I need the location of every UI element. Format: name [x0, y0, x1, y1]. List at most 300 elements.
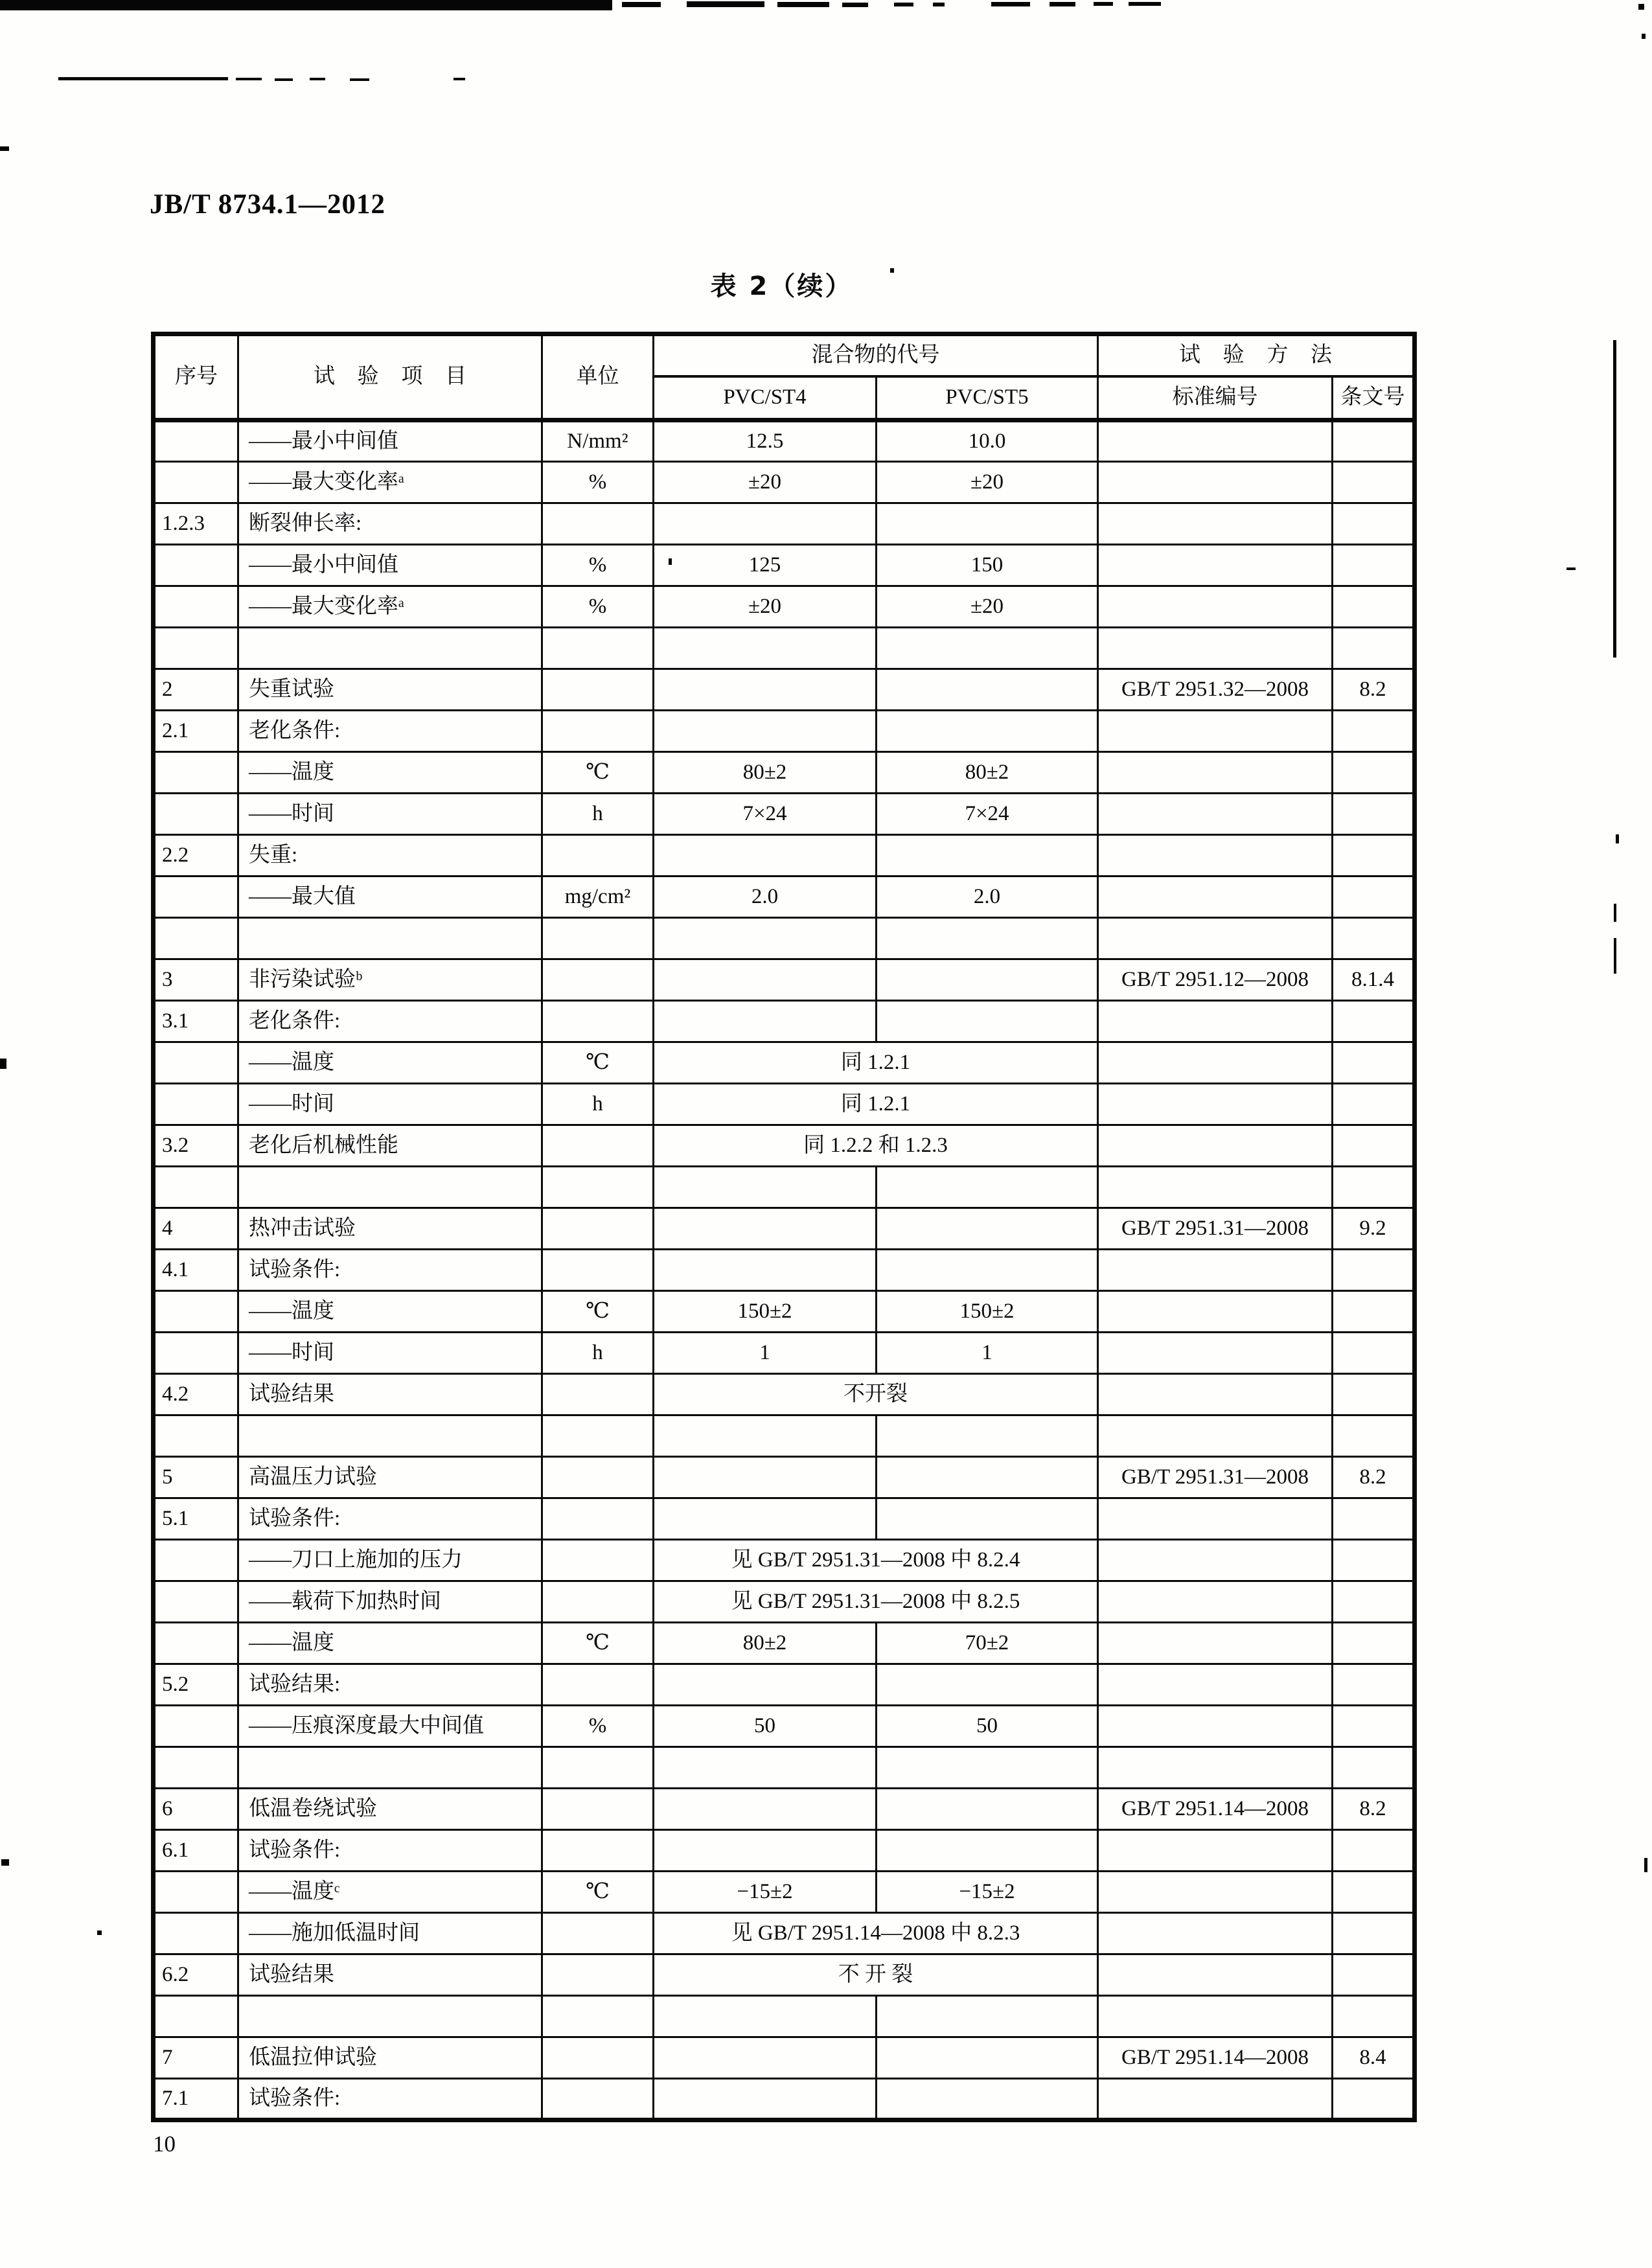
cell-st5: [877, 1250, 1098, 1291]
cell-item: 高温压力试验: [238, 1457, 542, 1498]
table-row: [154, 1001, 1415, 1042]
scan-noise: [777, 2, 829, 7]
cell-st4: [654, 1996, 877, 2037]
table-row: [154, 1954, 1415, 1996]
cell-span-value: 不开裂: [654, 1374, 1098, 1415]
cell-unit: [542, 1830, 654, 1872]
cell-clause: [1333, 835, 1415, 876]
cell-std: [1098, 1125, 1333, 1167]
cell-clause: [1333, 1167, 1415, 1208]
cell-st5: [877, 918, 1098, 959]
table-row: [154, 1457, 1415, 1498]
table-row: [154, 835, 1415, 876]
cell-st4: 2.0: [654, 876, 877, 918]
table-row: [154, 1913, 1415, 1954]
cell-no: [154, 1291, 238, 1333]
table-row: [154, 1498, 1415, 1540]
cell-no: [154, 1167, 238, 1208]
cell-clause: [1333, 1125, 1415, 1167]
cell-item: 失重试验: [238, 669, 542, 711]
cell-no: 3: [154, 959, 238, 1001]
cell-st5: [877, 1208, 1098, 1250]
table-body: [154, 420, 1415, 2120]
cell-st5: [877, 503, 1098, 545]
cell-clause: [1333, 1498, 1415, 1540]
cell-st4: 50: [654, 1706, 877, 1747]
cell-clause: [1333, 1042, 1415, 1084]
table-row: [154, 794, 1415, 835]
cell-st4: [654, 1747, 877, 1789]
cell-std: [1098, 1167, 1333, 1208]
cell-st5: [877, 959, 1098, 1001]
scan-noise: [97, 1930, 102, 1935]
cell-item: [238, 1747, 542, 1789]
cell-item: ——时间: [238, 1084, 542, 1125]
col-header-no: 序号: [154, 334, 238, 420]
table-header: [154, 334, 1415, 420]
cell-st4: [654, 835, 877, 876]
cell-std: [1098, 1954, 1333, 1996]
cell-item: 试验结果:: [238, 1664, 542, 1706]
scan-noise: [1094, 2, 1113, 6]
cell-clause: [1333, 1996, 1415, 2037]
cell-st5: [877, 1415, 1098, 1457]
cell-unit: [542, 1125, 654, 1167]
cell-st4: −15±2: [654, 1872, 877, 1913]
cell-no: 7: [154, 2037, 238, 2079]
cell-std: [1098, 1498, 1333, 1540]
cell-clause: [1333, 503, 1415, 545]
cell-st5: 80±2: [877, 752, 1098, 794]
cell-no: [154, 1747, 238, 1789]
cell-std: GB/T 2951.12—2008: [1098, 959, 1333, 1001]
cell-st5: [877, 1167, 1098, 1208]
cell-st4: [654, 1001, 877, 1042]
cell-span-value: 同 1.2.2 和 1.2.3: [654, 1125, 1098, 1167]
cell-unit: [542, 1581, 654, 1623]
cell-st4: 12.5: [654, 420, 877, 462]
test-requirements-table: [151, 332, 1417, 2122]
cell-unit: mg/cm²: [542, 876, 654, 918]
col-header-unit: 单位: [542, 334, 654, 420]
cell-st5: ±20: [877, 586, 1098, 628]
scan-noise: [1638, 4, 1644, 10]
scan-noise: [1614, 904, 1616, 922]
cell-unit: [542, 1374, 654, 1415]
scan-noise: [1566, 567, 1576, 570]
scan-noise: [622, 2, 661, 7]
cell-item: [238, 628, 542, 669]
cell-st5: [877, 835, 1098, 876]
cell-clause: [1333, 1706, 1415, 1747]
cell-no: [154, 1872, 238, 1913]
cell-std: [1098, 420, 1333, 462]
cell-no: 3.1: [154, 1001, 238, 1042]
cell-item: ——温度: [238, 1291, 542, 1333]
table-title: 表 2（续）: [710, 271, 853, 301]
cell-clause: [1333, 1623, 1415, 1664]
cell-item: ——时间: [238, 794, 542, 835]
cell-no: 2: [154, 669, 238, 711]
cell-st4: 1: [654, 1333, 877, 1374]
cell-st4: ±20: [654, 586, 877, 628]
cell-unit: [542, 1457, 654, 1498]
table-row: [154, 1789, 1415, 1830]
cell-no: [154, 876, 238, 918]
table-row: [154, 669, 1415, 711]
cell-item: 试验条件:: [238, 2079, 542, 2120]
table-row: [154, 1084, 1415, 1125]
cell-unit: ℃: [542, 1042, 654, 1084]
scan-noise: [275, 78, 293, 81]
table-row: [154, 1664, 1415, 1706]
cell-unit: h: [542, 1084, 654, 1125]
scan-noise: [933, 3, 945, 6]
table-spacer-row: [154, 1996, 1415, 2037]
scan-noise: [0, 1059, 6, 1069]
cell-no: 5.1: [154, 1498, 238, 1540]
cell-st5: 2.0: [877, 876, 1098, 918]
cell-std: [1098, 1042, 1333, 1084]
table-row: [154, 959, 1415, 1001]
cell-item: ——温度: [238, 752, 542, 794]
cell-clause: [1333, 1415, 1415, 1457]
cell-st5: [877, 1830, 1098, 1872]
scan-noise: [236, 78, 262, 80]
cell-std: [1098, 1333, 1333, 1374]
cell-std: [1098, 1001, 1333, 1042]
cell-item: ——最大变化率ᵃ: [238, 462, 542, 503]
cell-st4: [654, 1208, 877, 1250]
cell-clause: [1333, 1830, 1415, 1872]
cell-item: [238, 1996, 542, 2037]
cell-no: [154, 420, 238, 462]
cell-st5: [877, 628, 1098, 669]
cell-std: [1098, 1830, 1333, 1872]
cell-unit: [542, 711, 654, 752]
cell-unit: h: [542, 794, 654, 835]
cell-span-value: 不 开 裂: [654, 1954, 1098, 1996]
cell-st5: 150: [877, 545, 1098, 586]
cell-no: 2.1: [154, 711, 238, 752]
cell-unit: [542, 1208, 654, 1250]
cell-unit: ℃: [542, 1872, 654, 1913]
cell-item: ——最小中间值: [238, 545, 542, 586]
cell-clause: [1333, 918, 1415, 959]
cell-unit: [542, 1540, 654, 1581]
cell-st5: [877, 1996, 1098, 2037]
cell-st5: [877, 1001, 1098, 1042]
cell-clause: [1333, 1084, 1415, 1125]
cell-no: 5: [154, 1457, 238, 1498]
cell-clause: [1333, 1913, 1415, 1954]
table-row: [154, 2079, 1415, 2120]
cell-unit: %: [542, 462, 654, 503]
cell-item: 老化条件:: [238, 1001, 542, 1042]
cell-st5: [877, 2079, 1098, 2120]
cell-item: 试验条件:: [238, 1830, 542, 1872]
cell-no: [154, 462, 238, 503]
cell-st4: [654, 1167, 877, 1208]
cell-st4: 150±2: [654, 1291, 877, 1333]
table-row: [154, 462, 1415, 503]
col-header-pvc-st5: PVC/ST5: [877, 376, 1098, 420]
cell-item: ——温度: [238, 1042, 542, 1084]
cell-clause: 8.4: [1333, 2037, 1415, 2079]
cell-unit: N/mm²: [542, 420, 654, 462]
cell-unit: [542, 1250, 654, 1291]
cell-std: [1098, 1913, 1333, 1954]
cell-no: [154, 1996, 238, 2037]
cell-std: [1098, 1540, 1333, 1581]
cell-clause: [1333, 545, 1415, 586]
scan-noise: [1644, 1858, 1647, 1872]
cell-std: [1098, 1291, 1333, 1333]
cell-std: [1098, 462, 1333, 503]
cell-item: 断裂伸长率:: [238, 503, 542, 545]
cell-no: [154, 1623, 238, 1664]
cell-no: [154, 586, 238, 628]
cell-no: [154, 1415, 238, 1457]
cell-std: [1098, 1664, 1333, 1706]
cell-item: 老化条件:: [238, 711, 542, 752]
scan-noise: [1642, 34, 1646, 39]
cell-unit: %: [542, 545, 654, 586]
cell-clause: 9.2: [1333, 1208, 1415, 1250]
cell-no: 4.1: [154, 1250, 238, 1291]
cell-item: ——温度: [238, 1623, 542, 1664]
cell-std: [1098, 835, 1333, 876]
cell-clause: [1333, 1250, 1415, 1291]
cell-st5: 1: [877, 1333, 1098, 1374]
cell-span-value: 见 GB/T 2951.31—2008 中 8.2.4: [654, 1540, 1098, 1581]
scan-noise: [1129, 2, 1161, 6]
cell-st5: 150±2: [877, 1291, 1098, 1333]
cell-span-value: 同 1.2.1: [654, 1042, 1098, 1084]
table-row: [154, 1208, 1415, 1250]
table-row: [154, 2037, 1415, 2079]
cell-unit: [542, 628, 654, 669]
cell-item: 热冲击试验: [238, 1208, 542, 1250]
cell-no: [154, 545, 238, 586]
cell-clause: [1333, 1333, 1415, 1374]
cell-clause: [1333, 876, 1415, 918]
cell-st5: [877, 2037, 1098, 2079]
cell-span-value: 见 GB/T 2951.31—2008 中 8.2.5: [654, 1581, 1098, 1623]
cell-unit: [542, 1415, 654, 1457]
scan-noise: [1614, 938, 1616, 974]
table-row: [154, 586, 1415, 628]
table-row: [154, 1125, 1415, 1167]
cell-item: ——最大变化率ᵃ: [238, 586, 542, 628]
cell-no: 2.2: [154, 835, 238, 876]
cell-no: [154, 752, 238, 794]
cell-clause: [1333, 1581, 1415, 1623]
cell-st4: [654, 669, 877, 711]
cell-st4: [654, 711, 877, 752]
cell-no: 4: [154, 1208, 238, 1250]
cell-clause: [1333, 1954, 1415, 1996]
table-row: [154, 1540, 1415, 1581]
cell-st4: [654, 1789, 877, 1830]
cell-st4: [654, 2079, 877, 2120]
table-row: [154, 545, 1415, 586]
cell-st4: [654, 503, 877, 545]
cell-st4: [654, 1415, 877, 1457]
cell-no: 4.2: [154, 1374, 238, 1415]
cell-clause: [1333, 752, 1415, 794]
scan-noise: [894, 3, 913, 6]
cell-std: [1098, 1250, 1333, 1291]
cell-item: 失重:: [238, 835, 542, 876]
cell-clause: [1333, 1374, 1415, 1415]
cell-item: [238, 1167, 542, 1208]
table-row: [154, 1872, 1415, 1913]
cell-std: GB/T 2951.31—2008: [1098, 1457, 1333, 1498]
document-header: JB/T 8734.1—2012: [150, 189, 386, 220]
cell-clause: [1333, 1747, 1415, 1789]
cell-unit: ℃: [542, 752, 654, 794]
cell-item: ——温度ᶜ: [238, 1872, 542, 1913]
table-row: [154, 1623, 1415, 1664]
cell-std: [1098, 1374, 1333, 1415]
cell-unit: [542, 503, 654, 545]
table-row: [154, 1291, 1415, 1333]
cell-unit: [542, 1789, 654, 1830]
cell-std: GB/T 2951.32—2008: [1098, 669, 1333, 711]
cell-st4: [654, 1664, 877, 1706]
cell-std: [1098, 1706, 1333, 1747]
cell-st4: [654, 1498, 877, 1540]
cell-no: 1.2.3: [154, 503, 238, 545]
scan-noise: [1616, 834, 1619, 843]
cell-st4: [654, 1830, 877, 1872]
scan-noise: [687, 1, 764, 7]
cell-no: [154, 1333, 238, 1374]
cell-st5: [877, 669, 1098, 711]
cell-item: ——时间: [238, 1333, 542, 1374]
cell-item: ——施加低温时间: [238, 1913, 542, 1954]
table-row: [154, 1333, 1415, 1374]
cell-unit: [542, 1954, 654, 1996]
cell-st5: [877, 1664, 1098, 1706]
cell-item: ——刀口上施加的压力: [238, 1540, 542, 1581]
cell-st4: [654, 959, 877, 1001]
cell-st4: ±20: [654, 462, 877, 503]
cell-unit: [542, 918, 654, 959]
scan-noise: [1, 1859, 9, 1866]
cell-unit: [542, 1167, 654, 1208]
cell-item: 试验条件:: [238, 1498, 542, 1540]
cell-item: ——压痕深度最大中间值: [238, 1706, 542, 1747]
cell-unit: [542, 1747, 654, 1789]
cell-clause: [1333, 1001, 1415, 1042]
cell-std: [1098, 1581, 1333, 1623]
cell-item: ——最小中间值: [238, 420, 542, 462]
scan-noise-right-edge: [1613, 340, 1616, 658]
cell-std: [1098, 2079, 1333, 2120]
cell-st5: 50: [877, 1706, 1098, 1747]
cell-st4: [654, 2037, 877, 2079]
cell-clause: [1333, 794, 1415, 835]
scan-noise: [350, 78, 369, 81]
cell-clause: [1333, 1664, 1415, 1706]
cell-std: [1098, 586, 1333, 628]
cell-st5: ±20: [877, 462, 1098, 503]
cell-std: [1098, 1084, 1333, 1125]
cell-unit: [542, 1001, 654, 1042]
cell-no: 6.2: [154, 1954, 238, 1996]
cell-clause: [1333, 1540, 1415, 1581]
cell-unit: %: [542, 586, 654, 628]
table-row: [154, 1581, 1415, 1623]
cell-no: 5.2: [154, 1664, 238, 1706]
cell-clause: [1333, 462, 1415, 503]
page-number: 10: [153, 2131, 176, 2157]
cell-clause: 8.1.4: [1333, 959, 1415, 1001]
cell-std: [1098, 1623, 1333, 1664]
col-header-standard-no: 标准编号: [1098, 376, 1333, 420]
cell-no: 3.2: [154, 1125, 238, 1167]
cell-item: [238, 918, 542, 959]
cell-clause: [1333, 628, 1415, 669]
cell-no: 7.1: [154, 2079, 238, 2120]
cell-std: [1098, 752, 1333, 794]
cell-no: [154, 918, 238, 959]
table-spacer-row: [154, 1415, 1415, 1457]
scan-noise: [991, 2, 1030, 6]
scan-noise: [453, 78, 465, 80]
cell-st5: [877, 711, 1098, 752]
cell-st5: −15±2: [877, 1872, 1098, 1913]
cell-st5: 10.0: [877, 420, 1098, 462]
cell-clause: [1333, 711, 1415, 752]
col-header-pvc-st4: PVC/ST4: [654, 376, 877, 420]
cell-item: 低温拉伸试验: [238, 2037, 542, 2079]
cell-item: 老化后机械性能: [238, 1125, 542, 1167]
cell-item: 试验结果: [238, 1374, 542, 1415]
cell-std: [1098, 876, 1333, 918]
cell-st4: [654, 628, 877, 669]
scan-noise: [842, 3, 868, 7]
cell-st4: 125: [654, 545, 877, 586]
cell-unit: [542, 1664, 654, 1706]
col-header-clause-no: 条文号: [1333, 376, 1415, 420]
cell-std: GB/T 2951.14—2008: [1098, 1789, 1333, 1830]
table-spacer-row: [154, 1167, 1415, 1208]
cell-st5: 7×24: [877, 794, 1098, 835]
cell-std: GB/T 2951.14—2008: [1098, 2037, 1333, 2079]
cell-st5: [877, 1457, 1098, 1498]
table-spacer-row: [154, 918, 1415, 959]
table-row: [154, 752, 1415, 794]
cell-span-value: 同 1.2.1: [654, 1084, 1098, 1125]
cell-st4: 80±2: [654, 1623, 877, 1664]
col-header-test-method: 试 验 方 法: [1098, 334, 1415, 376]
table-row: [154, 1250, 1415, 1291]
table-row: [154, 1374, 1415, 1415]
cell-clause: [1333, 1291, 1415, 1333]
cell-unit: [542, 1913, 654, 1954]
cell-unit: [542, 1996, 654, 2037]
cell-clause: 8.2: [1333, 1789, 1415, 1830]
table-row: [154, 1042, 1415, 1084]
cell-st4: [654, 1250, 877, 1291]
col-header-item: 试 验 项 目: [238, 334, 542, 420]
cell-std: [1098, 794, 1333, 835]
table-row: [154, 1830, 1415, 1872]
cell-span-value: 见 GB/T 2951.14—2008 中 8.2.3: [654, 1913, 1098, 1954]
